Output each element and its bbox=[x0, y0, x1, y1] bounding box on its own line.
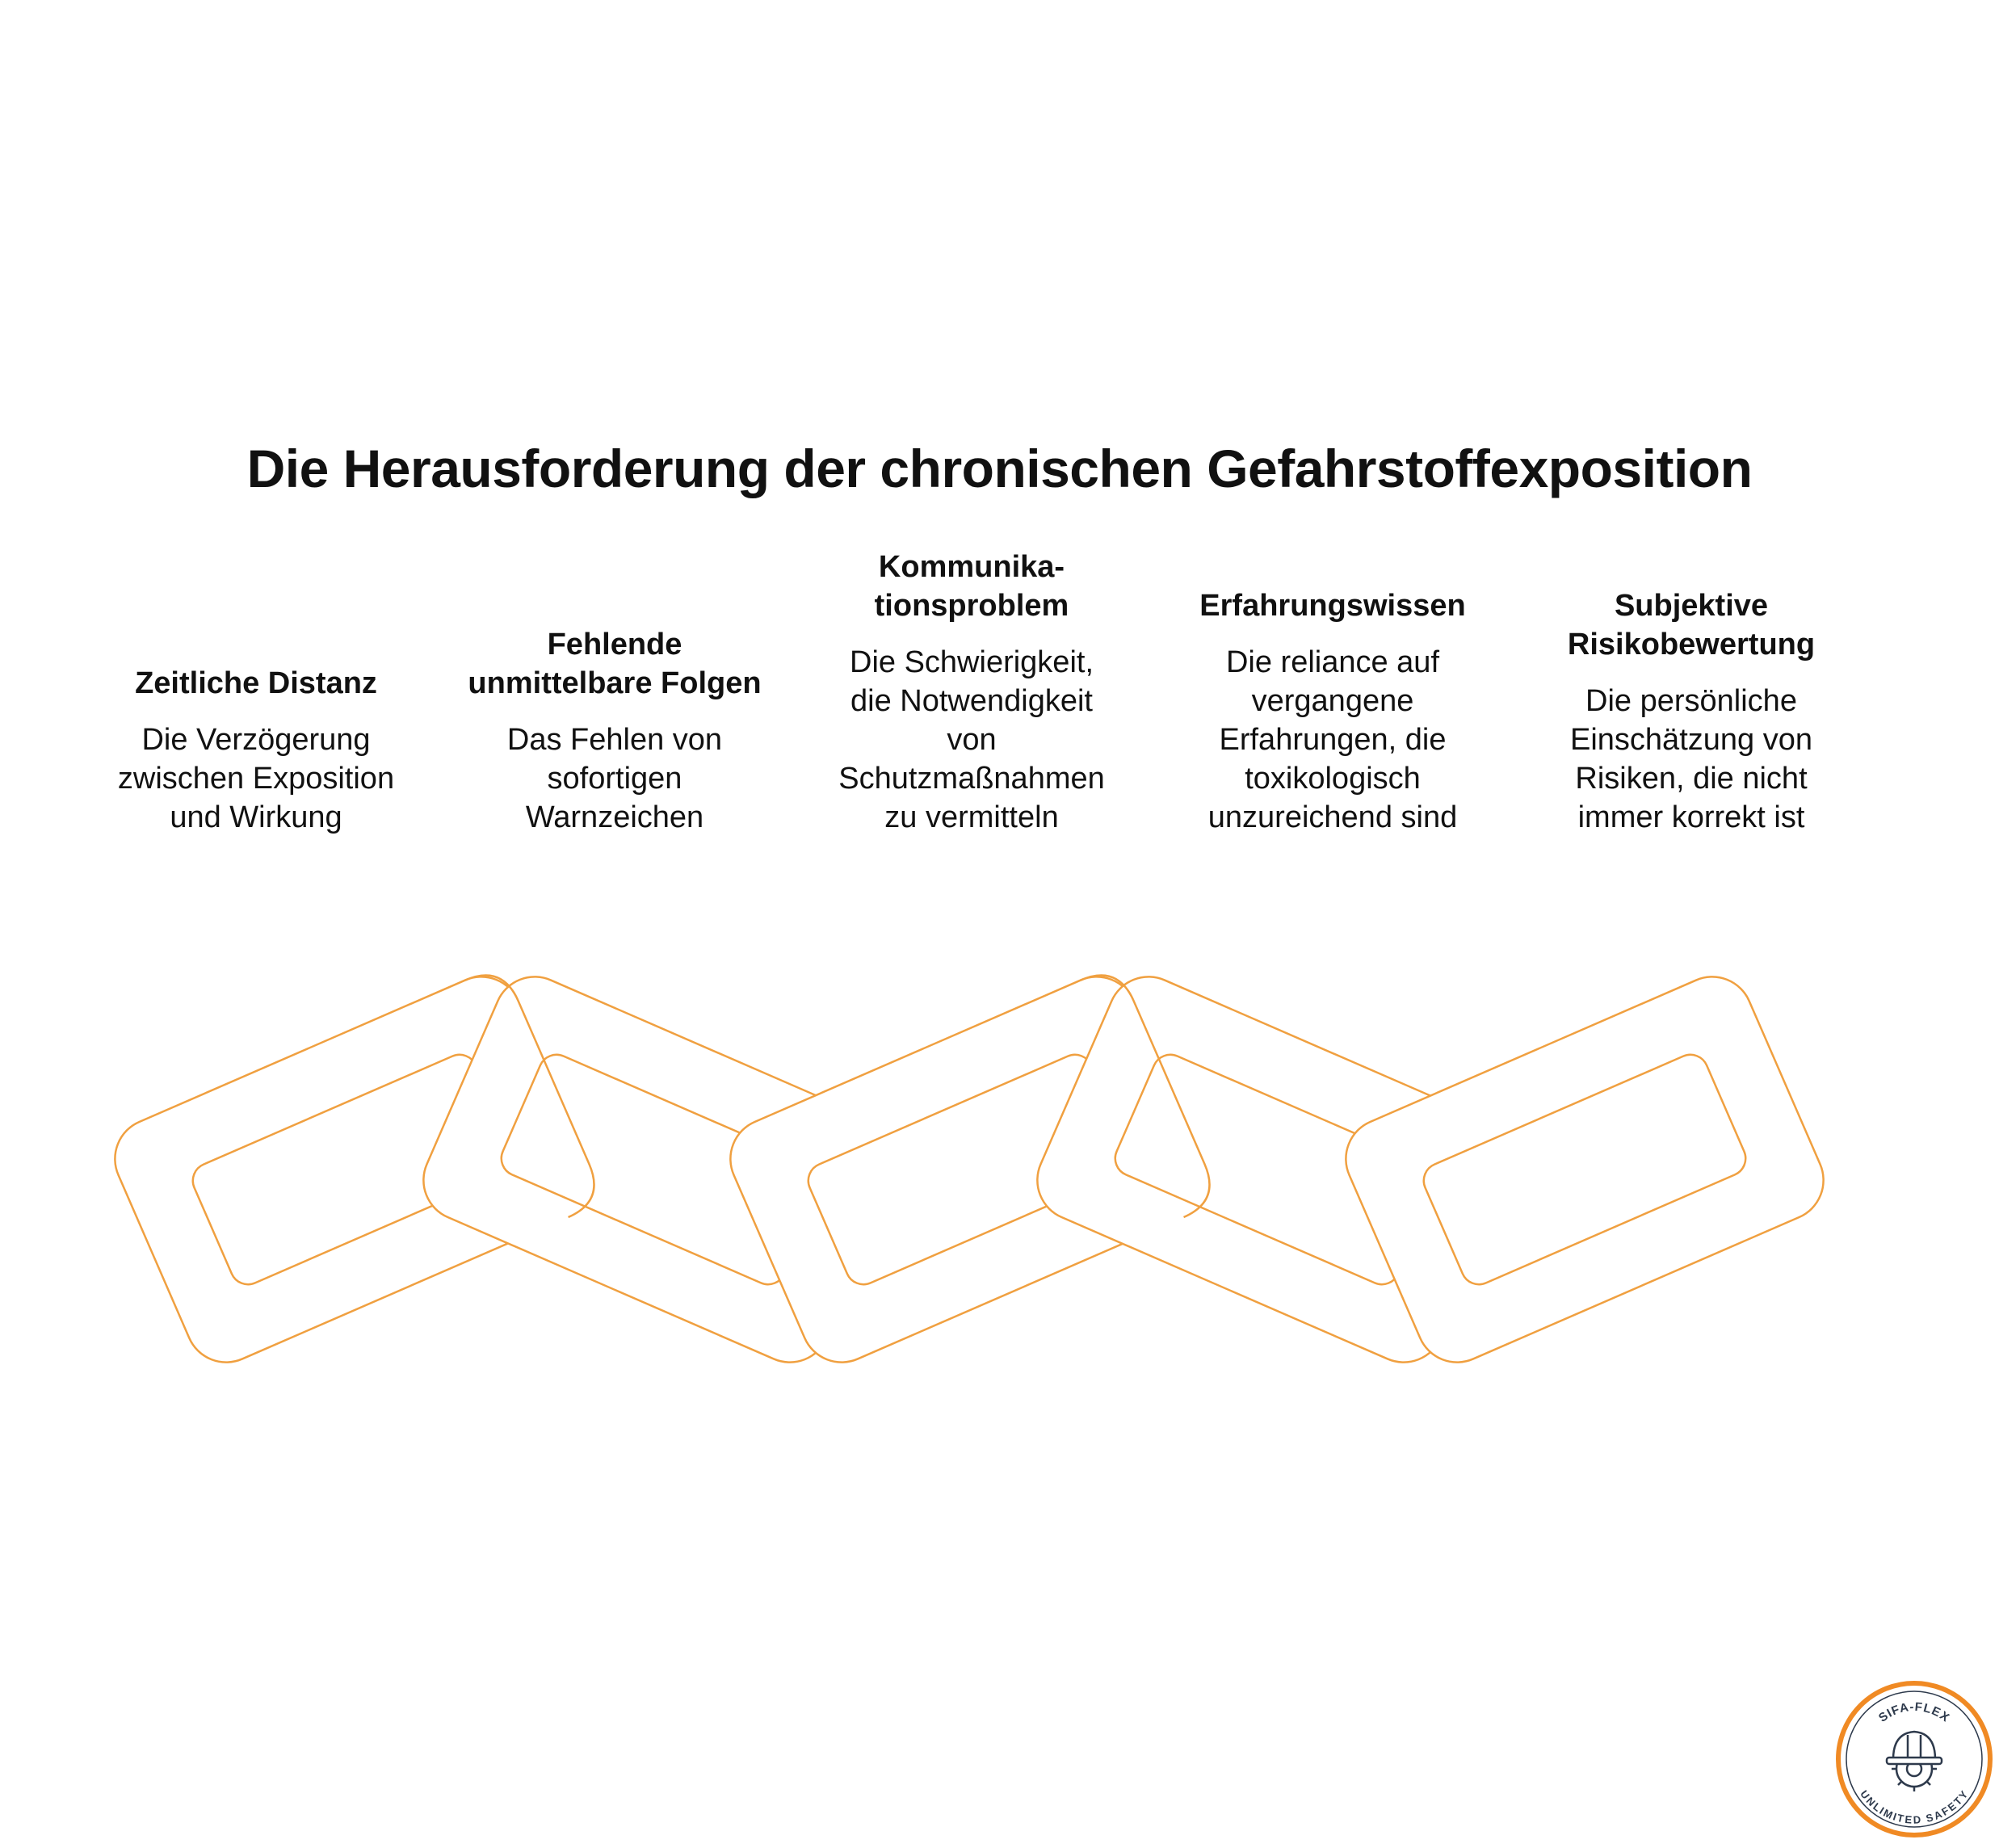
item-text: Die persönliche Einschätzung von Risiken, die nicht immer korrekt ist bbox=[1570, 684, 1812, 834]
item-heading: Kommunika- tionsproblem bbox=[874, 550, 1069, 623]
chain-link-icon bbox=[1333, 964, 1837, 1376]
logo-top-text: SIFA-FLEX bbox=[1875, 1699, 1953, 1725]
item-subjektive-risikobewertung bbox=[1522, 586, 1861, 837]
logo-bottom-text: UNLIMITED SAFETY bbox=[1858, 1787, 1971, 1826]
item-heading: Fehlende unmittelbare Folgen bbox=[468, 628, 762, 700]
page-title: Die Herausforderung der chronischen Gefahrstoffexposition bbox=[246, 439, 1753, 498]
item-zeitliche-distanz bbox=[86, 664, 426, 837]
item-erfahrungswissen bbox=[1163, 586, 1502, 837]
item-kommunikationsproblem bbox=[802, 548, 1141, 837]
item-text: Das Fehlen von sofortigen Warnzeichen bbox=[506, 723, 723, 834]
item-heading: Erfahrungswissen bbox=[1199, 589, 1466, 623]
sifa-flex-logo bbox=[1833, 1678, 1995, 1840]
item-text: Die Verzögerung zwischen Exposition und Wirkung bbox=[117, 723, 395, 834]
item-heading: Zeitliche Distanz bbox=[135, 666, 377, 700]
item-fehlende-folgen bbox=[445, 625, 784, 837]
item-text: Die reliance auf vergangene Erfahrungen, die toxikologisch unzureichend sind bbox=[1207, 645, 1458, 834]
item-heading: Subjektive Risikobewertung bbox=[1567, 589, 1816, 662]
item-text: Die Schwierigkeit, die Notwendigkeit von Schutzmaßnahmen zu vermitteln bbox=[838, 645, 1105, 834]
